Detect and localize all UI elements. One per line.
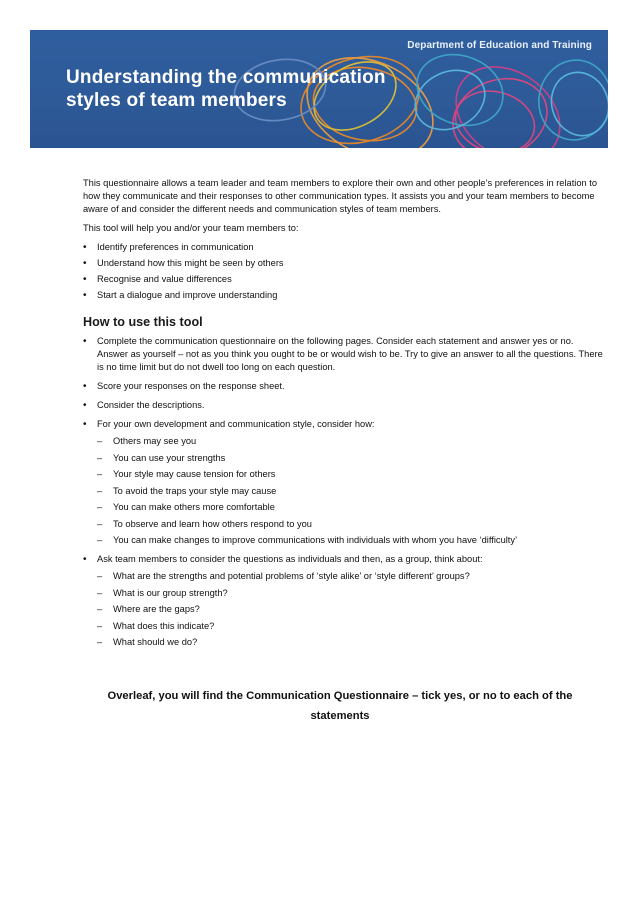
dash-icon: –	[97, 469, 103, 479]
sub-list-item: – Others may see you	[97, 436, 197, 446]
sub-list-item: – To observe and learn how others respond to you	[97, 518, 312, 529]
sub-list-item: – You can make others more comfortable	[97, 502, 275, 512]
section-heading: How to use this tool	[83, 315, 203, 329]
overleaf-note	[80, 686, 600, 726]
sub-list-item: – To avoid the traps your style may cause	[97, 485, 277, 496]
list-item: • Ask team members to consider the questions as individuals and then, as a group, think about: – What are the strengths and potential problems of ‘style alike’ or ‘style different’ groups? – What is our group strength? – Where are the gaps? – What does this indicate? – What should we do?	[83, 553, 603, 649]
dash-icon: –	[97, 436, 103, 446]
page-title	[66, 66, 386, 112]
sub-list-item: – Where are the gaps?	[97, 604, 200, 614]
intro-paragraph: This questionnaire allows a team leader and team members to explore their own and other people’s preferences in relation to how they communicate and their responses to other communication types. It assists you and your team members to become aware of and consider the different needs and communication styles of team members.	[83, 178, 598, 214]
list-item: • Complete the communication questionnaire on the following pages. Consider each statement and answer yes or no. Answer as yourself – not as you think you ought to be or would wish to be. Try to give an answer to all the questions. There is no time limit but do not dwell too long on each question.	[83, 336, 603, 372]
sub-list	[97, 570, 603, 649]
dash-icon: –	[97, 535, 103, 545]
list-item: • Understand how this might be seen by others	[83, 258, 284, 269]
overleaf-line-1: Overleaf, you will find the Communication Questionnaire – tick yes, or no to each of the	[107, 690, 573, 702]
bullet-icon: •	[83, 400, 87, 411]
document-body	[83, 177, 603, 657]
intro-lead: This tool will help you and/or your team members to:	[83, 223, 299, 233]
list-item: • Identify preferences in communication	[83, 242, 254, 253]
dash-icon: –	[97, 620, 103, 631]
bullet-icon: •	[83, 381, 87, 392]
dash-icon: –	[97, 502, 103, 512]
sub-list-item: – What does this indicate?	[97, 620, 215, 631]
dash-icon: –	[97, 637, 103, 647]
sub-list-item: – You can use your strengths	[97, 452, 226, 463]
header-banner	[30, 30, 608, 148]
bullet-icon: •	[83, 290, 87, 301]
sub-list-item: – What is our group strength?	[97, 587, 228, 598]
sub-list-item: – What should we do?	[97, 637, 198, 647]
department-name: Department of Education and Training	[407, 40, 592, 51]
dash-icon: –	[97, 571, 103, 581]
dash-icon: –	[97, 587, 103, 598]
bullet-icon: •	[83, 274, 87, 285]
bullet-icon: •	[83, 336, 87, 347]
dash-icon: –	[97, 604, 103, 614]
overleaf-line-2: statements	[310, 710, 370, 722]
bullet-icon: •	[83, 242, 87, 253]
sub-list-item: – You can make changes to improve communications with individuals with whom you have ‘difficulty’	[97, 535, 518, 545]
bullet-icon: •	[83, 258, 87, 269]
sub-list-item: – Your style may cause tension for others	[97, 469, 276, 479]
title-line-2: styles of team members	[66, 90, 287, 111]
title-line-1: Understanding the communication	[66, 67, 386, 88]
sub-list-item: – What are the strengths and potential problems of ‘style alike’ or ‘style different’ groups?	[97, 571, 470, 581]
how-to-list	[83, 335, 603, 649]
dash-icon: –	[97, 485, 103, 496]
bullet-icon: •	[83, 419, 87, 430]
bullet-icon: •	[83, 554, 87, 565]
list-item: • For your own development and communication style, consider how: – Others may see you – You can use your strengths – Your style may cause tension for others – To avoid the traps your style may cause – You can make others more comfortable – To observe and learn how others respond to you – You can make changes to improve communications with individuals with whom you have ‘difficulty’	[83, 418, 603, 547]
list-item: • Recognise and value differences	[83, 274, 232, 285]
dash-icon: –	[97, 518, 103, 529]
dash-icon: –	[97, 452, 103, 463]
sub-list	[97, 435, 603, 547]
intro-bullet-list	[83, 241, 603, 302]
list-item: • Score your responses on the response sheet.	[83, 381, 285, 392]
list-item: • Consider the descriptions.	[83, 400, 205, 411]
list-item: • Start a dialogue and improve understanding	[83, 290, 278, 301]
